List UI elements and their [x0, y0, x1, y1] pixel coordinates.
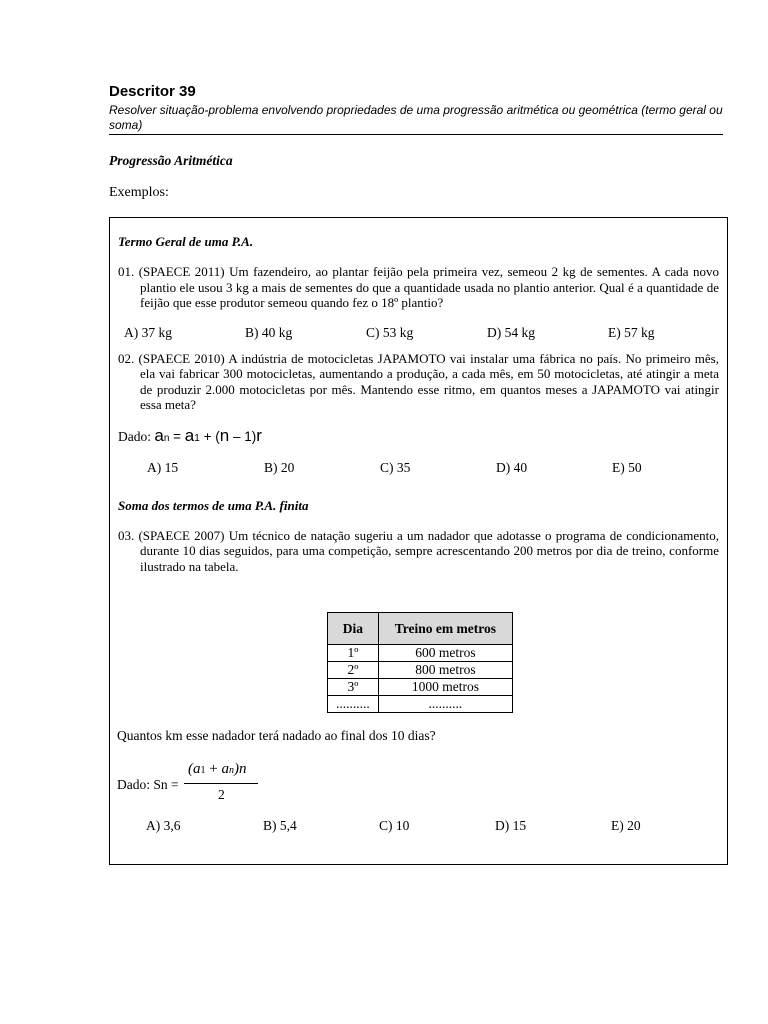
table-cell: 600 metros	[378, 645, 512, 662]
table-cell: 3º	[328, 679, 379, 696]
option-e: E) 50	[612, 459, 642, 475]
table-header: Treino em metros	[378, 613, 512, 645]
sum-formula-fraction-bar	[184, 783, 258, 784]
option-a: A) 3,6	[146, 818, 181, 833]
examples-label: Exemplos:	[109, 185, 169, 200]
question-03: 03. (SPAECE 2007) Um técnico de natação sugeriu a um nadador que adotasse o programa de condicionamento, durante 10 dias seguidos, para uma competição, sempre acrescentando 200 metros por dia de treino, conforme ilustrado na tabela.	[118, 527, 719, 574]
table-cell: 1000 metros	[378, 679, 512, 696]
option-a: A) 37 kg	[124, 324, 172, 340]
option-c: C) 35	[380, 459, 411, 475]
page-header	[109, 83, 723, 201]
question-03-options	[117, 818, 717, 834]
descritor-subtitle: Resolver situação-problema envolvendo propriedades de uma progressão aritmética ou geométrica (termo geral ou soma)	[109, 103, 723, 135]
option-b: B) 40 kg	[245, 324, 293, 340]
option-a: A) 15	[147, 459, 179, 475]
option-c: C) 10	[379, 818, 410, 833]
question-01: 01. (SPAECE 2011) Um fazendeiro, ao plantar feijão pela primeira vez, semeou 2 kg de sementes. A cada novo plantio ele usou 3 kg a mais de sementes do que a quantidade usada no plantio anterior. Qual é a quantidade de feijão que esse produtor semeou quando fez o 18º plantio?	[118, 264, 719, 310]
option-e: E) 20	[611, 818, 641, 833]
question-03-prompt: Quantos km esse nadador terá nadado ao final dos 10 dias?	[117, 728, 436, 743]
table-cell: 800 metros	[378, 662, 512, 679]
table-cell: ..........	[378, 696, 512, 713]
training-table	[327, 612, 513, 713]
formula-termo-geral: an = a1 + (n – 1)r	[154, 425, 262, 445]
section-title: Progressão Aritmética	[109, 153, 233, 168]
table-header-row	[328, 613, 513, 645]
table-row	[328, 645, 513, 662]
table-row	[328, 679, 513, 696]
question-01-options	[118, 325, 719, 341]
option-e: E) 57 kg	[608, 324, 655, 340]
question-02-options	[118, 460, 719, 476]
table-cell: ..........	[328, 696, 379, 713]
option-c: C) 53 kg	[366, 324, 414, 340]
option-b: B) 5,4	[263, 818, 297, 833]
descritor-title: Descritor 39	[109, 83, 196, 100]
table-cell: 2º	[328, 662, 379, 679]
option-d: D) 15	[495, 818, 527, 833]
sum-formula-numerator: (a1 + an)n	[188, 761, 247, 777]
question-02-dado	[118, 427, 719, 448]
table-row	[328, 696, 513, 713]
table-cell: 1º	[328, 645, 379, 662]
question-02: 02. (SPAECE 2010) A indústria de motocicletas JAPAMOTO vai instalar uma fábrica no país. No primeiro mês, ela vai fabricar 300 motocicletas, aumentando a produção, a cada mês, em 50 motocicletas, até atingir a meta de produzir 2.000 motocicletas por mês. Mantendo esse ritmo, em quantos meses a JAPAMOTO vai atingir essa meta?	[118, 350, 719, 412]
option-d: D) 40	[496, 459, 528, 475]
table-row	[328, 662, 513, 679]
option-b: B) 20	[264, 459, 295, 475]
option-d: D) 54 kg	[487, 324, 535, 340]
table-header: Dia	[328, 613, 379, 645]
heading-soma-pa: Soma dos termos de uma P.A. finita	[118, 497, 309, 513]
heading-termo-geral: Termo Geral de uma P.A.	[118, 234, 254, 249]
dado-label: Dado:	[118, 428, 151, 444]
sum-formula-denominator: 2	[218, 787, 225, 802]
sum-dado-label: Dado: Sn =	[117, 777, 179, 792]
